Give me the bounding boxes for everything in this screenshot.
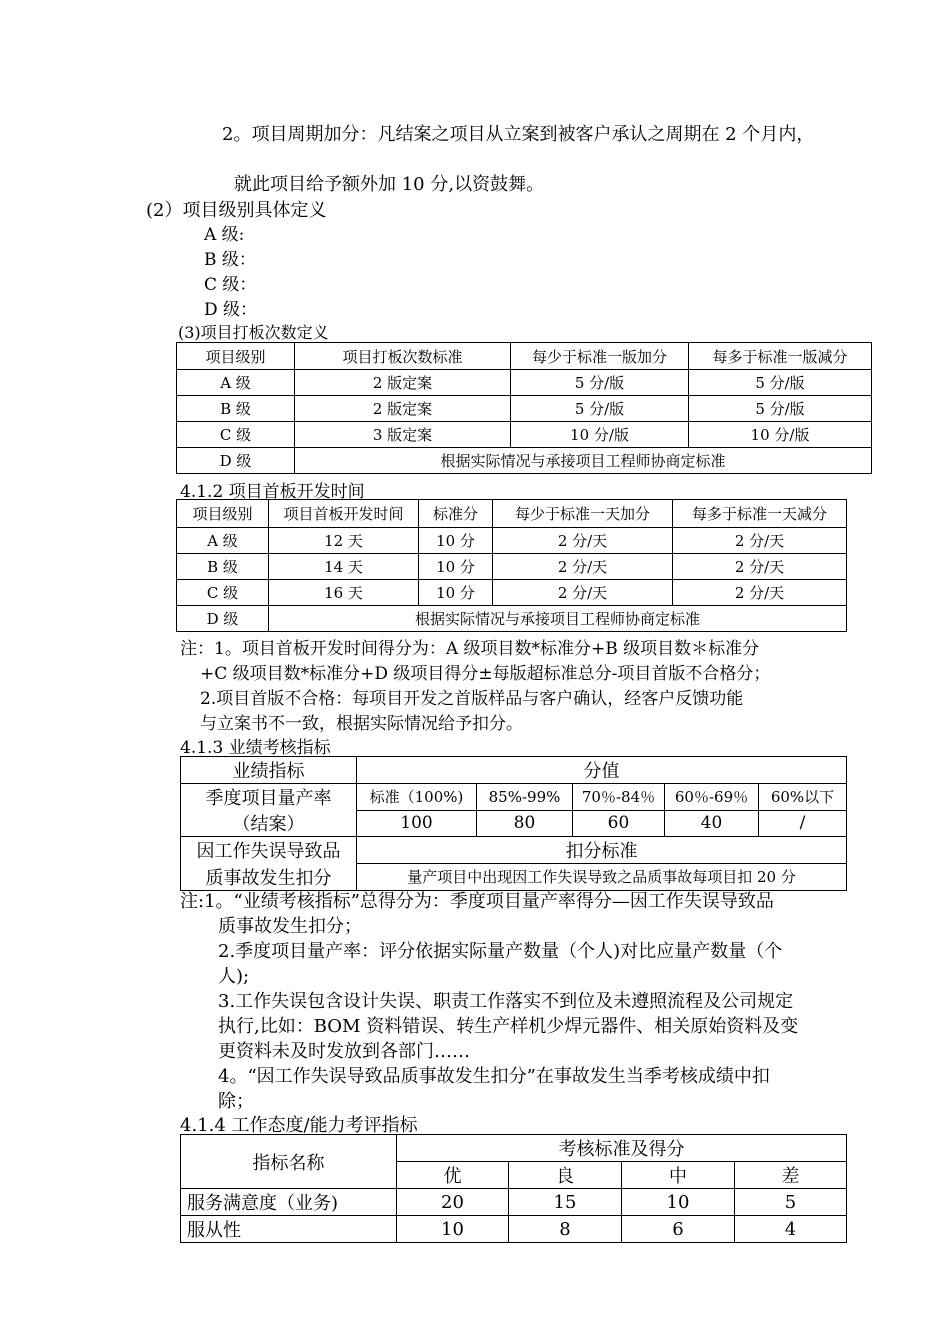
note3-line-6: 执行,比如：BOM 资料错误、转生产样机少焊元器件、相关原始资料及变 [218, 1016, 799, 1037]
table-cell: A 级 [177, 370, 295, 396]
section-414-title: 4.1.4 工作态度/能力考评指标 [180, 1115, 418, 1136]
table-cell: 10 分/版 [511, 422, 689, 448]
note2-line-4: 与立案书不一致，根据实际情况给予扣分。 [200, 714, 523, 734]
table-row [177, 396, 872, 422]
table-row [181, 1189, 847, 1216]
table-cell: / [759, 810, 847, 837]
table-cell: 根据实际情况与承接项目工程师协商定标准 [269, 606, 847, 632]
level-a-label: A 级: [204, 225, 245, 245]
table-cell: 2 分/天 [673, 580, 847, 606]
table-cell: 100 [357, 810, 477, 837]
header-cell: 业绩指标 [181, 757, 357, 784]
header-cell: 项目打板次数标准 [295, 343, 511, 370]
table-header-row [177, 500, 847, 528]
table-cell: 40 [665, 810, 759, 837]
intro-line-2: 就此项目给予额外加 10 分,以资鼓舞。 [234, 174, 545, 195]
table-cell: 80 [477, 810, 573, 837]
table-cell: 2 分/天 [493, 580, 673, 606]
table-cell: 5 分/版 [511, 396, 689, 422]
table-row [181, 837, 847, 864]
table-cell: 16 天 [269, 580, 419, 606]
note2-line-3: 2.项目首版不合格：每项目开发之首版样品与客户确认，经客户反馈功能 [200, 689, 744, 709]
header-cell: 差 [735, 1162, 847, 1189]
intro-line-1: 2。项目周期加分：凡结案之项目从立案到被客户承认之周期在 2 个月内， [222, 124, 815, 145]
note2-line-2: +C 级项目数*标准分+D 级项目得分±每版超标准总分-项目首版不合格分； [200, 664, 771, 684]
table-cell: 60％-69％ [665, 784, 759, 811]
table-cell: 质事故发生扣分 [181, 864, 357, 891]
table-cell: 服从性 [181, 1216, 397, 1243]
note3-line-5: 3.工作失误包含设计失误、职责工作落实不到位及未遵照流程及公司规定 [218, 991, 794, 1012]
table-cell: 2 版定案 [295, 370, 511, 396]
section-413-title: 4.1.3 业绩考核指标 [180, 738, 331, 758]
table-cell: 量产项目中出现因工作失误导致之品质事故每项目扣 20 分 [357, 864, 847, 891]
level-b-label: B 级： [204, 250, 256, 270]
table-cell: 标准（100%) [357, 784, 477, 811]
table-cell: 10 分 [419, 554, 493, 580]
table-cell: 5 分/版 [511, 370, 689, 396]
table-cell: 20 [397, 1189, 509, 1216]
table-cell: 60%以下 [759, 784, 847, 811]
header-cell: 每多于标准一版减分 [689, 343, 872, 370]
table-cell: A 级 [177, 528, 269, 554]
table-cell: C 级 [177, 580, 269, 606]
table-row [181, 810, 847, 837]
header-cell: 标准分 [419, 500, 493, 528]
performance-table [180, 756, 847, 891]
header-cell: 良 [509, 1162, 622, 1189]
note3-line-3: 2.季度项目量产率：评分依据实际量产数量（个人)对比应量产数量（个 [218, 941, 783, 962]
table-row [177, 370, 872, 396]
table-cell: 8 [509, 1216, 622, 1243]
table-cell: 5 分/版 [689, 370, 872, 396]
header-cell: 考核标准及得分 [397, 1135, 847, 1162]
table-cell: 10 [622, 1189, 735, 1216]
table-cell: 根据实际情况与承接项目工程师协商定标准 [295, 448, 872, 474]
note2-line-1: 注：1。项目首板开发时间得分为：A 级项目数*标准分+B 级项目数＊标准分 [180, 639, 760, 659]
table-cell: 季度项目量产率 [181, 784, 357, 811]
table-cell: 因工作失误导致品 [181, 837, 357, 864]
table-cell: 12 天 [269, 528, 419, 554]
note3-line-1: 注:1。“业绩考核指标”总得分为：季度项目量产率得分—因工作失误导致品 [180, 891, 774, 912]
table-cell: 85%-99% [477, 784, 573, 811]
table-cell: 2 版定案 [295, 396, 511, 422]
table-row [177, 448, 872, 474]
table-cell: 10 分 [419, 528, 493, 554]
header-cell: 每多于标准一天减分 [673, 500, 847, 528]
header-cell: 每少于标准一天加分 [493, 500, 673, 528]
table-row [177, 606, 847, 632]
table-cell: 70％-84％ [573, 784, 665, 811]
table-cell: D 级 [177, 448, 295, 474]
note3-line-2: 质事故发生扣分； [218, 916, 362, 937]
note3-line-9: 除； [218, 1091, 254, 1112]
table-cell: 6 [622, 1216, 735, 1243]
table-cell: 2 分/天 [493, 528, 673, 554]
header-cell: 优 [397, 1162, 509, 1189]
header-cell: 分值 [357, 757, 847, 784]
table-row [177, 528, 847, 554]
table-row [177, 580, 847, 606]
table-cell: 10 [397, 1216, 509, 1243]
table-cell: 15 [509, 1189, 622, 1216]
table-header-row [177, 343, 872, 370]
table-cell: 14 天 [269, 554, 419, 580]
table-row [181, 784, 847, 811]
header-cell: 项目级别 [177, 500, 269, 528]
table-cell: 60 [573, 810, 665, 837]
table-cell: B 级 [177, 396, 295, 422]
proof-count-table [176, 342, 872, 474]
level-d-label: D 级： [204, 300, 258, 320]
table-cell: 5 分/版 [689, 396, 872, 422]
note3-line-7: 更资料未及时发放到各部门…… [218, 1041, 470, 1062]
table-cell: 4 [735, 1216, 847, 1243]
table-cell: C 级 [177, 422, 295, 448]
table-cell: D 级 [177, 606, 269, 632]
table-cell: （结案） [181, 810, 357, 837]
section-2-title: (2）项目级别具体定义 [146, 200, 327, 221]
table-cell: 10 分 [419, 580, 493, 606]
table-cell: 2 分/天 [673, 554, 847, 580]
header-cell: 指标名称 [181, 1135, 397, 1189]
table-row [181, 1216, 847, 1243]
header-cell: 中 [622, 1162, 735, 1189]
table-cell: 服务满意度（业务) [181, 1189, 397, 1216]
header-cell: 每少于标准一版加分 [511, 343, 689, 370]
table-cell: B 级 [177, 554, 269, 580]
header-cell: 项目首板开发时间 [269, 500, 419, 528]
table-cell: 3 版定案 [295, 422, 511, 448]
table-header-row [181, 757, 847, 784]
first-proof-time-table [176, 499, 847, 632]
table-cell: 2 分/天 [493, 554, 673, 580]
table-row [177, 554, 847, 580]
note3-line-8: 4。“因工作失误导致品质事故发生扣分”在事故发生当季考核成绩中扣 [218, 1066, 770, 1087]
table-header-row [181, 1135, 847, 1162]
note3-line-4: 人); [218, 966, 250, 987]
header-cell: 项目级别 [177, 343, 295, 370]
attitude-table [180, 1134, 847, 1243]
table-cell: 10 分/版 [689, 422, 872, 448]
level-c-label: C 级： [204, 275, 257, 295]
table-cell: 扣分标准 [357, 837, 847, 864]
table-cell: 5 [735, 1189, 847, 1216]
section-3-title: (3)项目打板次数定义 [178, 323, 329, 342]
table-cell: 2 分/天 [673, 528, 847, 554]
section-412-title: 4.1.2 项目首板开发时间 [180, 482, 365, 502]
table-row [177, 422, 872, 448]
